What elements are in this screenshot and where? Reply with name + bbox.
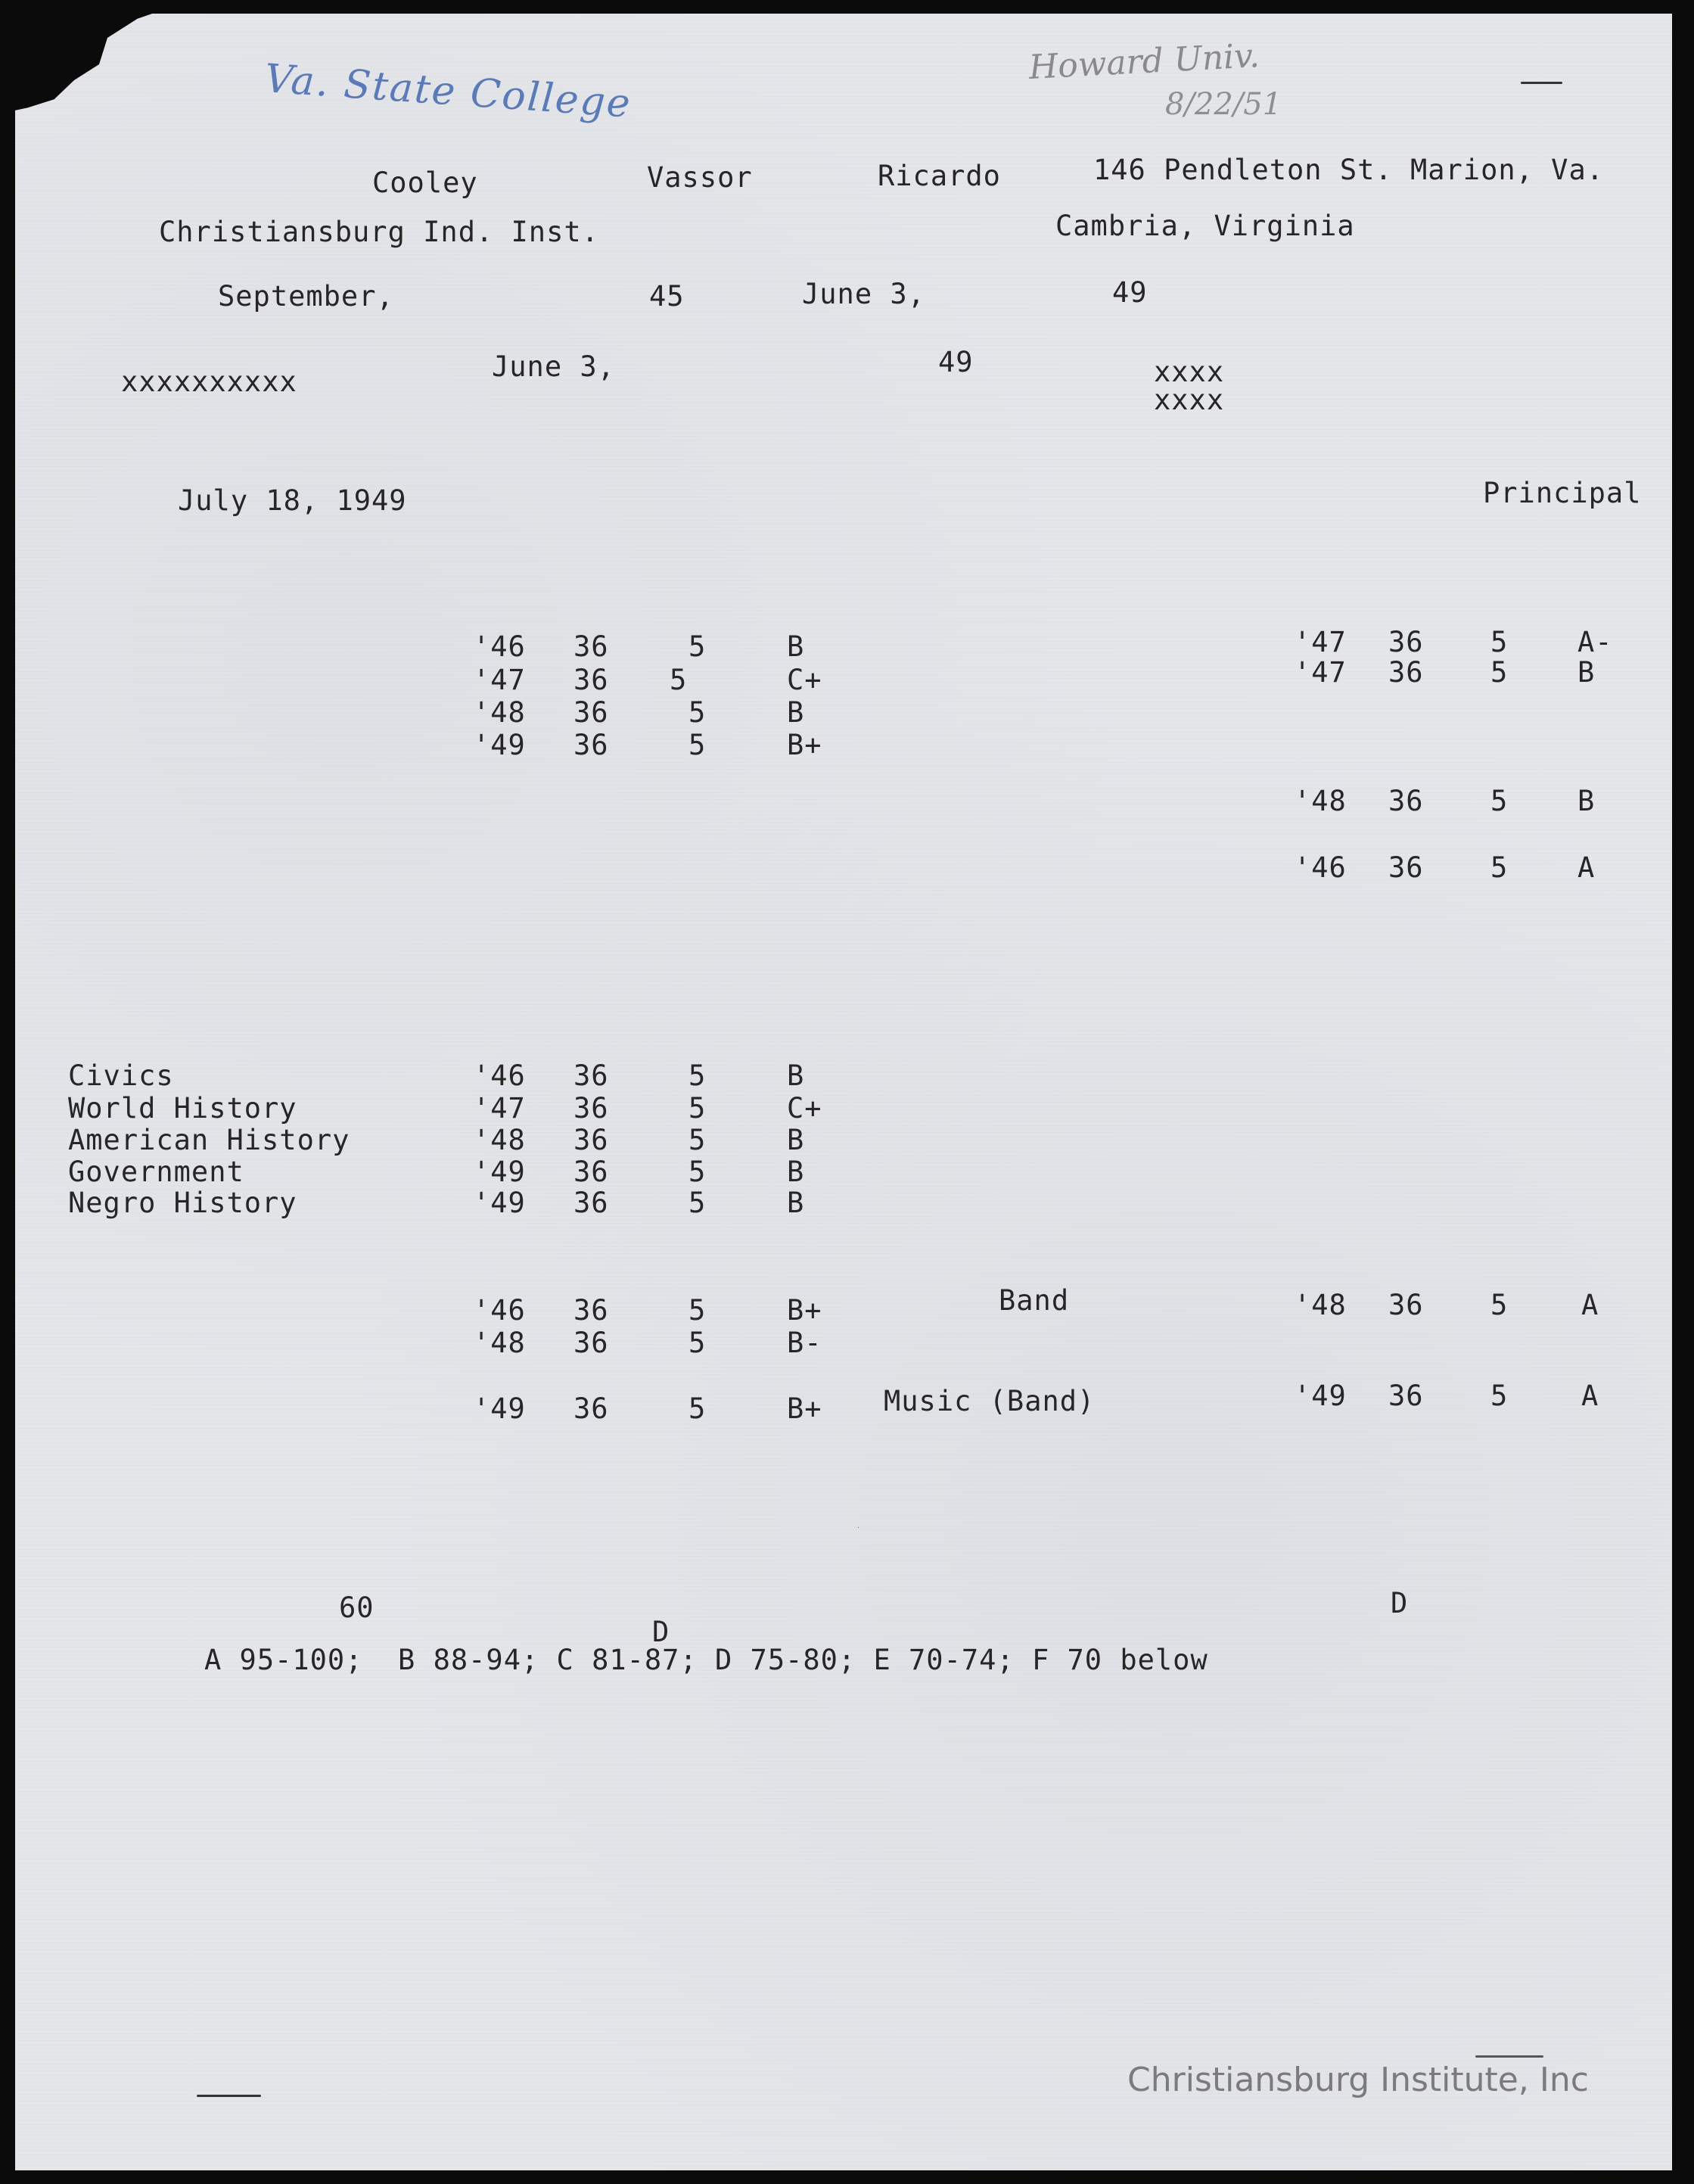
low-year-1: '46 [473, 1294, 526, 1327]
school-name: Christiansburg Ind. Inst. [159, 216, 599, 248]
first-name: Vassor [647, 161, 753, 194]
low-year-3: '49 [473, 1392, 526, 1425]
last-name: Cooley [372, 166, 478, 199]
right-year-1: '47 [1294, 626, 1347, 658]
ss-grade-3: B [787, 1124, 805, 1156]
handwritten-date: 8/22/51 [1165, 87, 1282, 122]
music-weeks: 36 [1388, 1380, 1424, 1412]
music-grade: A [1581, 1380, 1599, 1412]
right-grade-48: B [1577, 785, 1596, 817]
report-date: July 18, 1949 [178, 484, 407, 517]
eng-weeks-1: 36 [573, 630, 609, 663]
ss-periods-2: 5 [688, 1092, 707, 1125]
school-location: Cambria, Virginia [1055, 210, 1355, 242]
subject-government: Government [68, 1156, 244, 1188]
grading-scale: A 95-100; B 88-94; C 81-87; D 75-80; E 70-74; F 70 below [204, 1644, 1208, 1676]
ss-periods-5: 5 [688, 1187, 707, 1219]
band-weeks: 36 [1388, 1289, 1424, 1321]
right-year-46: '46 [1294, 851, 1347, 884]
eng-periods-4: 5 [688, 729, 707, 761]
handwritten-college: Va. State College [263, 56, 633, 127]
right-weeks-48: 36 [1388, 785, 1424, 817]
low-weeks-1: 36 [573, 1294, 609, 1327]
ss-grade-2: C+ [787, 1092, 822, 1125]
ss-grade-1: B [787, 1059, 805, 1092]
subject-negro-history: Negro History [68, 1187, 297, 1219]
eng-periods-2: 5 [670, 664, 688, 696]
signer-title: Principal [1483, 477, 1642, 509]
ss-periods-4: 5 [688, 1156, 707, 1188]
right-year-48: '48 [1294, 785, 1347, 817]
right-grade-46: A [1577, 851, 1596, 884]
middle-name: Ricardo [878, 160, 1001, 192]
pencil-dash [1521, 82, 1562, 84]
ss-weeks-1: 36 [573, 1059, 609, 1092]
ss-weeks-5: 36 [573, 1187, 609, 1219]
low-year-2: '48 [473, 1327, 526, 1359]
eng-grade-3: B [787, 696, 805, 729]
ss-weeks-4: 36 [573, 1156, 609, 1188]
home-address: 146 Pendleton St. Marion, Va. [1093, 154, 1605, 186]
right-periods-48: 5 [1490, 785, 1509, 817]
music-periods: 5 [1490, 1380, 1509, 1412]
music-label: Music (Band) [884, 1385, 1096, 1417]
low-periods-2: 5 [688, 1327, 707, 1359]
subject-american-history: American History [68, 1124, 350, 1156]
ss-periods-3: 5 [688, 1124, 707, 1156]
eng-weeks-2: 36 [573, 664, 609, 696]
graduated-year: 49 [938, 346, 974, 378]
passing-mark: D [652, 1616, 670, 1648]
right-periods-1: 5 [1490, 626, 1509, 658]
entered-month: September, [218, 280, 394, 313]
right-year-2: '47 [1294, 656, 1347, 689]
total-units: 60 [339, 1591, 375, 1624]
low-weeks-2: 36 [573, 1327, 609, 1359]
eng-year-4: '49 [473, 729, 526, 761]
ss-year-5: '49 [473, 1187, 526, 1219]
right-grade-2: B [1577, 656, 1596, 689]
low-weeks-3: 36 [573, 1392, 609, 1425]
low-grade-2: B- [787, 1327, 822, 1359]
eng-periods-3: 5 [688, 696, 707, 729]
low-periods-1: 5 [688, 1294, 707, 1327]
right-periods-2: 5 [1490, 656, 1509, 689]
pencil-dash-bottom-right [1475, 2055, 1543, 2058]
eng-grade-1: B [787, 630, 805, 663]
xmark-long: xxxxxxxxxx [121, 366, 297, 398]
right-grade-1: A- [1577, 626, 1613, 658]
right-periods-46: 5 [1490, 851, 1509, 884]
speck [858, 1527, 859, 1528]
eng-year-1: '46 [473, 630, 526, 663]
eng-weeks-3: 36 [573, 696, 609, 729]
eng-periods-1: 5 [688, 630, 707, 663]
music-year: '49 [1294, 1380, 1347, 1412]
ss-weeks-3: 36 [573, 1124, 609, 1156]
band-year: '48 [1294, 1289, 1347, 1321]
eng-weeks-4: 36 [573, 729, 609, 761]
band-label: Band [999, 1284, 1070, 1317]
band-grade: A [1581, 1289, 1599, 1321]
entered-year: 45 [649, 280, 685, 313]
eng-grade-2: C+ [787, 664, 822, 696]
pencil-dash-bottom-left [197, 2095, 261, 2097]
subject-civics: Civics [68, 1059, 174, 1092]
right-weeks-1: 36 [1388, 626, 1424, 658]
passing-mark-right: D [1391, 1587, 1409, 1619]
eng-grade-4: B+ [787, 729, 822, 761]
right-weeks-2: 36 [1388, 656, 1424, 689]
low-grade-3: B+ [787, 1392, 822, 1425]
ss-year-3: '48 [473, 1124, 526, 1156]
eng-year-2: '47 [473, 664, 526, 696]
ss-grade-5: B [787, 1187, 805, 1219]
low-periods-3: 5 [688, 1392, 707, 1425]
left-year: 49 [1112, 276, 1148, 309]
transcript-page [15, 14, 1672, 2170]
graduated-date: June 3, [492, 350, 615, 383]
ss-year-4: '49 [473, 1156, 526, 1188]
xmark-short-2: xxxx [1154, 384, 1225, 416]
eng-year-3: '48 [473, 696, 526, 729]
torn-corner [15, 14, 174, 112]
handwritten-university: Howard Univ. [1027, 36, 1260, 87]
low-grade-1: B+ [787, 1294, 822, 1327]
ss-year-1: '46 [473, 1059, 526, 1092]
right-weeks-46: 36 [1388, 851, 1424, 884]
ss-year-2: '47 [473, 1092, 526, 1125]
xmark-short-1: xxxx [1154, 356, 1225, 388]
ss-grade-4: B [787, 1156, 805, 1188]
ss-weeks-2: 36 [573, 1092, 609, 1125]
watermark: Christiansburg Institute, Inc [1127, 2061, 1589, 2099]
subject-world-history: World History [68, 1092, 297, 1125]
band-periods: 5 [1490, 1289, 1509, 1321]
ss-periods-1: 5 [688, 1059, 707, 1092]
left-date: June 3, [802, 278, 925, 310]
